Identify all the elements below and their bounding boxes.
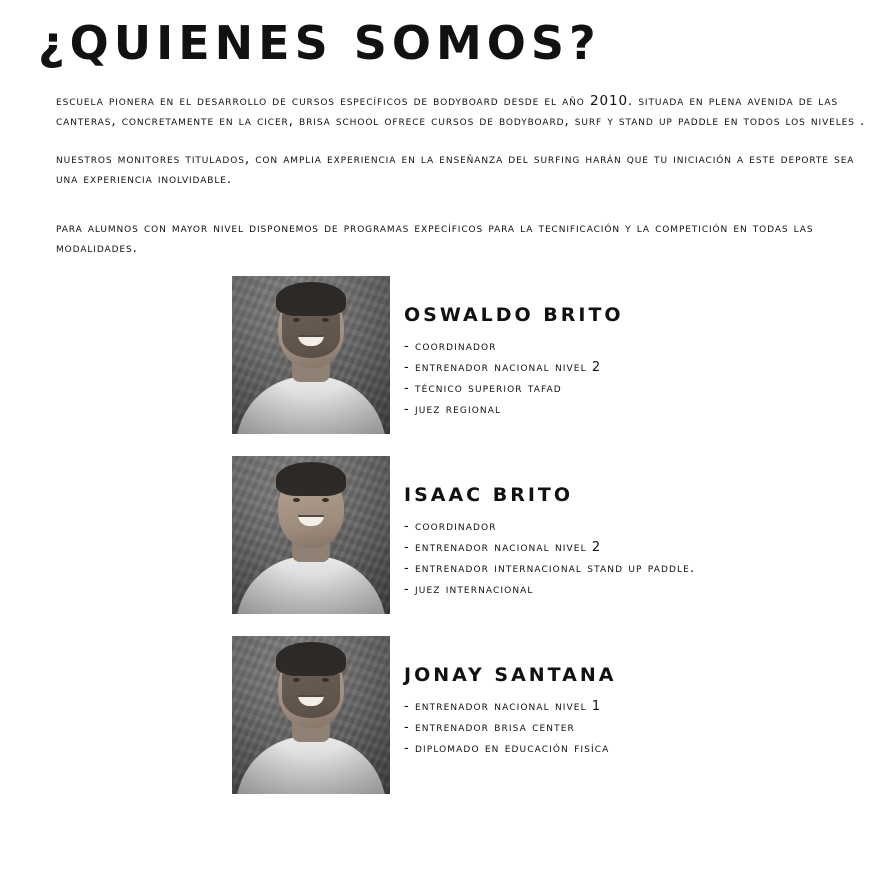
staff-info (404, 456, 695, 600)
staff-info (404, 276, 624, 420)
intro-paragraph-3: para alumnos con mayor nivel disponemos de programas expecíficos para la tecnificación y la competición en todas las modalidades. (56, 219, 814, 256)
staff-role-item: - coordinador (404, 519, 497, 535)
staff-role-item: - juez regional (404, 402, 502, 418)
staff-roles (404, 696, 616, 759)
staff-role-item: - juez internacional (404, 582, 534, 598)
staff-name: OSWALDO BRITO (404, 304, 624, 327)
staff-member (232, 456, 885, 614)
photo-vignette (232, 636, 390, 794)
about-us-page (0, 18, 885, 872)
staff-roles (404, 516, 695, 600)
staff-role-item: - entrenador nacional nivel 2 (404, 360, 602, 376)
staff-role-item: - entrenador nacional nivel 1 (404, 699, 602, 715)
staff-roles (404, 336, 624, 420)
page-title: ¿QUIENES SOMOS? (38, 16, 601, 70)
staff-role-item: - técnico superior tafad (404, 381, 562, 397)
staff-member (232, 276, 885, 434)
staff-role-item: - entrenador nacional nivel 2 (404, 540, 602, 556)
staff-name: ISAAC BRITO (404, 484, 574, 507)
intro-section (56, 91, 866, 259)
staff-list (0, 276, 885, 794)
staff-role-item: - coordinador (404, 339, 497, 355)
staff-photo-jonay-santana (232, 636, 390, 794)
staff-info (404, 636, 616, 759)
photo-vignette (232, 276, 390, 434)
staff-photo-oswaldo-brito (232, 276, 390, 434)
photo-vignette (232, 456, 390, 614)
staff-name: JONAY SANTANA (404, 664, 617, 687)
staff-role-item: - entrenador brisa center (404, 720, 575, 736)
staff-role-item: - diplomado en educación fisíca (404, 741, 610, 757)
staff-photo-isaac-brito (232, 456, 390, 614)
staff-member (232, 636, 885, 794)
intro-paragraph-2: nuestros monitores titulados, con amplia experiencia en la enseñanza del surfing harán que tu iniciación a este deporte sea una experiencia inolvidable. (56, 151, 855, 188)
intro-paragraph-1: escuela pionera en el desarrollo de cursos específicos de bodyboard desde el año 2010. situada en plena avenida de las canteras, concretamente en la cicer, brisa school ofrece cursos de bodyboard, surf y stand up paddle en todos los niveles . (56, 92, 866, 129)
staff-role-item: - entrenador internacional stand up paddle. (404, 561, 696, 577)
